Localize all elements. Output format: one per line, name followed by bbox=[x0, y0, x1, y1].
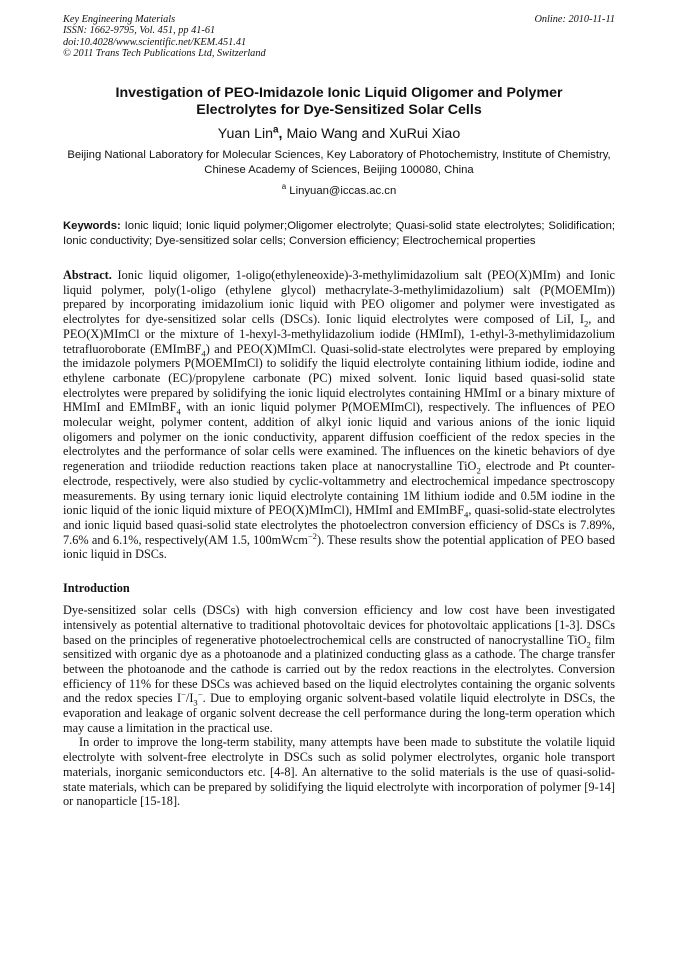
online-date: Online: 2010-11-11 bbox=[534, 14, 615, 25]
copyright-line: © 2011 Trans Tech Publications Ltd, Switzerland bbox=[63, 48, 266, 60]
author-1-affil-mark: a bbox=[273, 123, 279, 135]
subscript: 4 bbox=[464, 509, 469, 520]
introduction-paragraph-1 bbox=[63, 603, 615, 735]
journal-name: Key Engineering Materials bbox=[63, 14, 176, 25]
author-3: XuRui Xiao bbox=[389, 125, 461, 142]
introduction-heading: Introduction bbox=[63, 581, 130, 596]
author-list bbox=[63, 125, 615, 143]
journal-header bbox=[63, 14, 615, 60]
doi-line: doi:10.4028/www.scientific.net/KEM.451.41 bbox=[63, 36, 247, 48]
author-1: Yuan Lin bbox=[217, 125, 274, 142]
keywords-label: Keywords: bbox=[63, 219, 121, 232]
abstract-text: Ionic liquid oligomer, 1-oligo(ethyleneoxide)-3-methylimidazolium salt (PEO(X)MIm) and Ionic liquid polymer, poly(1-oligo (ethylene glycol) methacrylate-3-methylimidazolium) salt (P(MOEMIm)) prepared by incorporating imidazolium ionic liquid with PEO oligomer and polymer were investigated as electrolytes for dye-sensitized solar cells (DSCs). Ionic liquid electrolytes were composed of LiI, I bbox=[63, 268, 615, 327]
paragraph-text: . Due to employing organic solvent-based volatile liquid electrolyte in DSCs, the evaporation and leakage of organic solvent decrease the cell performance during the long-term operation which may cause a limitation in the practical use. bbox=[63, 691, 615, 735]
subscript: 2 bbox=[583, 318, 589, 329]
author-separator: , bbox=[278, 125, 287, 142]
keywords-text: Ionic liquid; Ionic liquid polymer;Oligomer electrolyte; Quasi-solid state electrolytes; Solidification; Ionic conductivity; Dye-sensitized solar cells; Conversion efficiency; Electrochemical properties bbox=[63, 219, 615, 247]
abstract-label: Abstract. bbox=[63, 268, 112, 283]
subscript: 2 bbox=[586, 638, 591, 649]
author-2: Maio Wang bbox=[286, 125, 358, 142]
subscript: 2 bbox=[476, 465, 481, 476]
subscript: 3 bbox=[193, 697, 198, 708]
abstract-text: ) and PEO(X)MImCl. Quasi-solid-state electrolytes were prepared by employing the imidazole polymers P(MOEMImCl) to solidify the liquid electrolyte containing lithium iodide, iodine and ethylene carbonate (EC)/propylene carbonate (PC) mixed solvent. Ionic liquid based quasi-solid state electrolytes were prepared by solidifying the ionic liquid electrolytes containing HMImI or a binary mixture of HMImI and EMImBF bbox=[63, 341, 615, 415]
paragraph-text: Dye-sensitized solar cells (DSCs) with high conversion efficiency and low cost have been investigated intensively as potential alternative to traditional photovoltaic devices for photovoltaic applications [1-3]. DSCs based on the principles of regenerative photoelectrochemical cells are constructed of nanocrystalline TiO bbox=[63, 603, 615, 647]
email-address[interactable]: Linyuan@iccas.ac.cn bbox=[286, 184, 397, 197]
title-line-1: Investigation of PEO-Imidazole Ionic Liquid Oligomer and Polymer bbox=[115, 84, 563, 101]
paper-page bbox=[63, 14, 615, 809]
abstract-text: with an ionic liquid polymer P(MOEMImCl), respectively. The influences of PEO molecular weight, polymer content, addition of alkyl ionic liquid and various anions of the ionic liquid oligomers and polymer on the ionic conductivity, apparent diffusion coefficient of the redox species in the electrolytes and the performance of solar cells were examined. The influences on the kinetic behaviors of dye regeneration and triiodide reduction reactions taken place at nanocrystalline TiO bbox=[63, 400, 615, 474]
abstract-text: ). These results show the potential application of PEO based ionic liquid in DSCs. bbox=[63, 532, 615, 562]
keywords bbox=[63, 219, 615, 249]
abstract-text: , quasi-solid-state electrolytes and ionic liquid based quasi-solid state electrolytes the photoelectron conversion efficiency of DSCs is 7.89%, 7.6% and 6.1%, respectively(AM 1.5, 100mWcm bbox=[63, 503, 615, 547]
email-affil-mark: a bbox=[281, 181, 287, 191]
author-conjunction: and bbox=[357, 125, 390, 142]
email-line bbox=[63, 181, 615, 198]
subscript: 4 bbox=[201, 348, 206, 358]
paragraph-text: /I bbox=[185, 691, 194, 706]
paper-title bbox=[63, 85, 615, 120]
title-line-2: Electrolytes for Dye-Sensitized Solar Cells bbox=[196, 102, 482, 119]
superscript: −2 bbox=[307, 530, 317, 541]
superscript: − bbox=[197, 689, 203, 700]
superscript: − bbox=[181, 689, 186, 700]
abstract-text: , and PEO(X)MImCl or the mixture of 1-hexyl-3-methylidazolium iodide (HMImI), 1-ethyl-3-methylimidazolium tetrafluoroborate (EMImBF bbox=[63, 312, 615, 356]
abstract-text: electrode and Pt counter-electrode, respectively, were also studied by cyclic-voltammetry and electrochemical impedance spectroscopy measurements. By using ternary ionic liquid electrolyte containing 1M lithium iodide and 0.5M iodine in the ionic liquid of the ionic liquid mixture of PEO(X)MImCl), HMImI and EMImBF bbox=[63, 459, 615, 518]
abstract bbox=[63, 268, 615, 562]
affiliation: Beijing National Laboratory for Molecular Sciences, Key Laboratory of Photochemistry, Institute of Chemistry, Chinese Academy of Sciences, Beijing 100080, China bbox=[67, 148, 611, 176]
issn-line: ISSN: 1662-9795, Vol. 451, pp 41-61 bbox=[63, 25, 216, 37]
subscript: 4 bbox=[176, 406, 181, 417]
introduction-paragraph-2: In order to improve the long-term stability, many attempts have been made to substitute the volatile liquid electrolyte with solvent-free electrolyte in DSCs such as solid polymer electrolytes, organic hole transport materials, inorganic semiconductors etc. [4-8]. An alternative to the solid materials is the use of quasi-solid-state materials, which can be prepared by solidifying the liquid electrolyte with incorporation of polymer [9-14] or nanoparticle [15-18]. bbox=[63, 735, 615, 809]
paragraph-text: film sensitized with organic dye as a photoanode and a platinized conducting glass as a cathode. The charge transfer between the photoanode and the cathode is carried out by the redox reactions in the electrolytes. Conversion efficiency of 11% for these DSCs was achieved based on the liquid electrolytes containing the organic solvents and the redox species I bbox=[63, 632, 615, 706]
